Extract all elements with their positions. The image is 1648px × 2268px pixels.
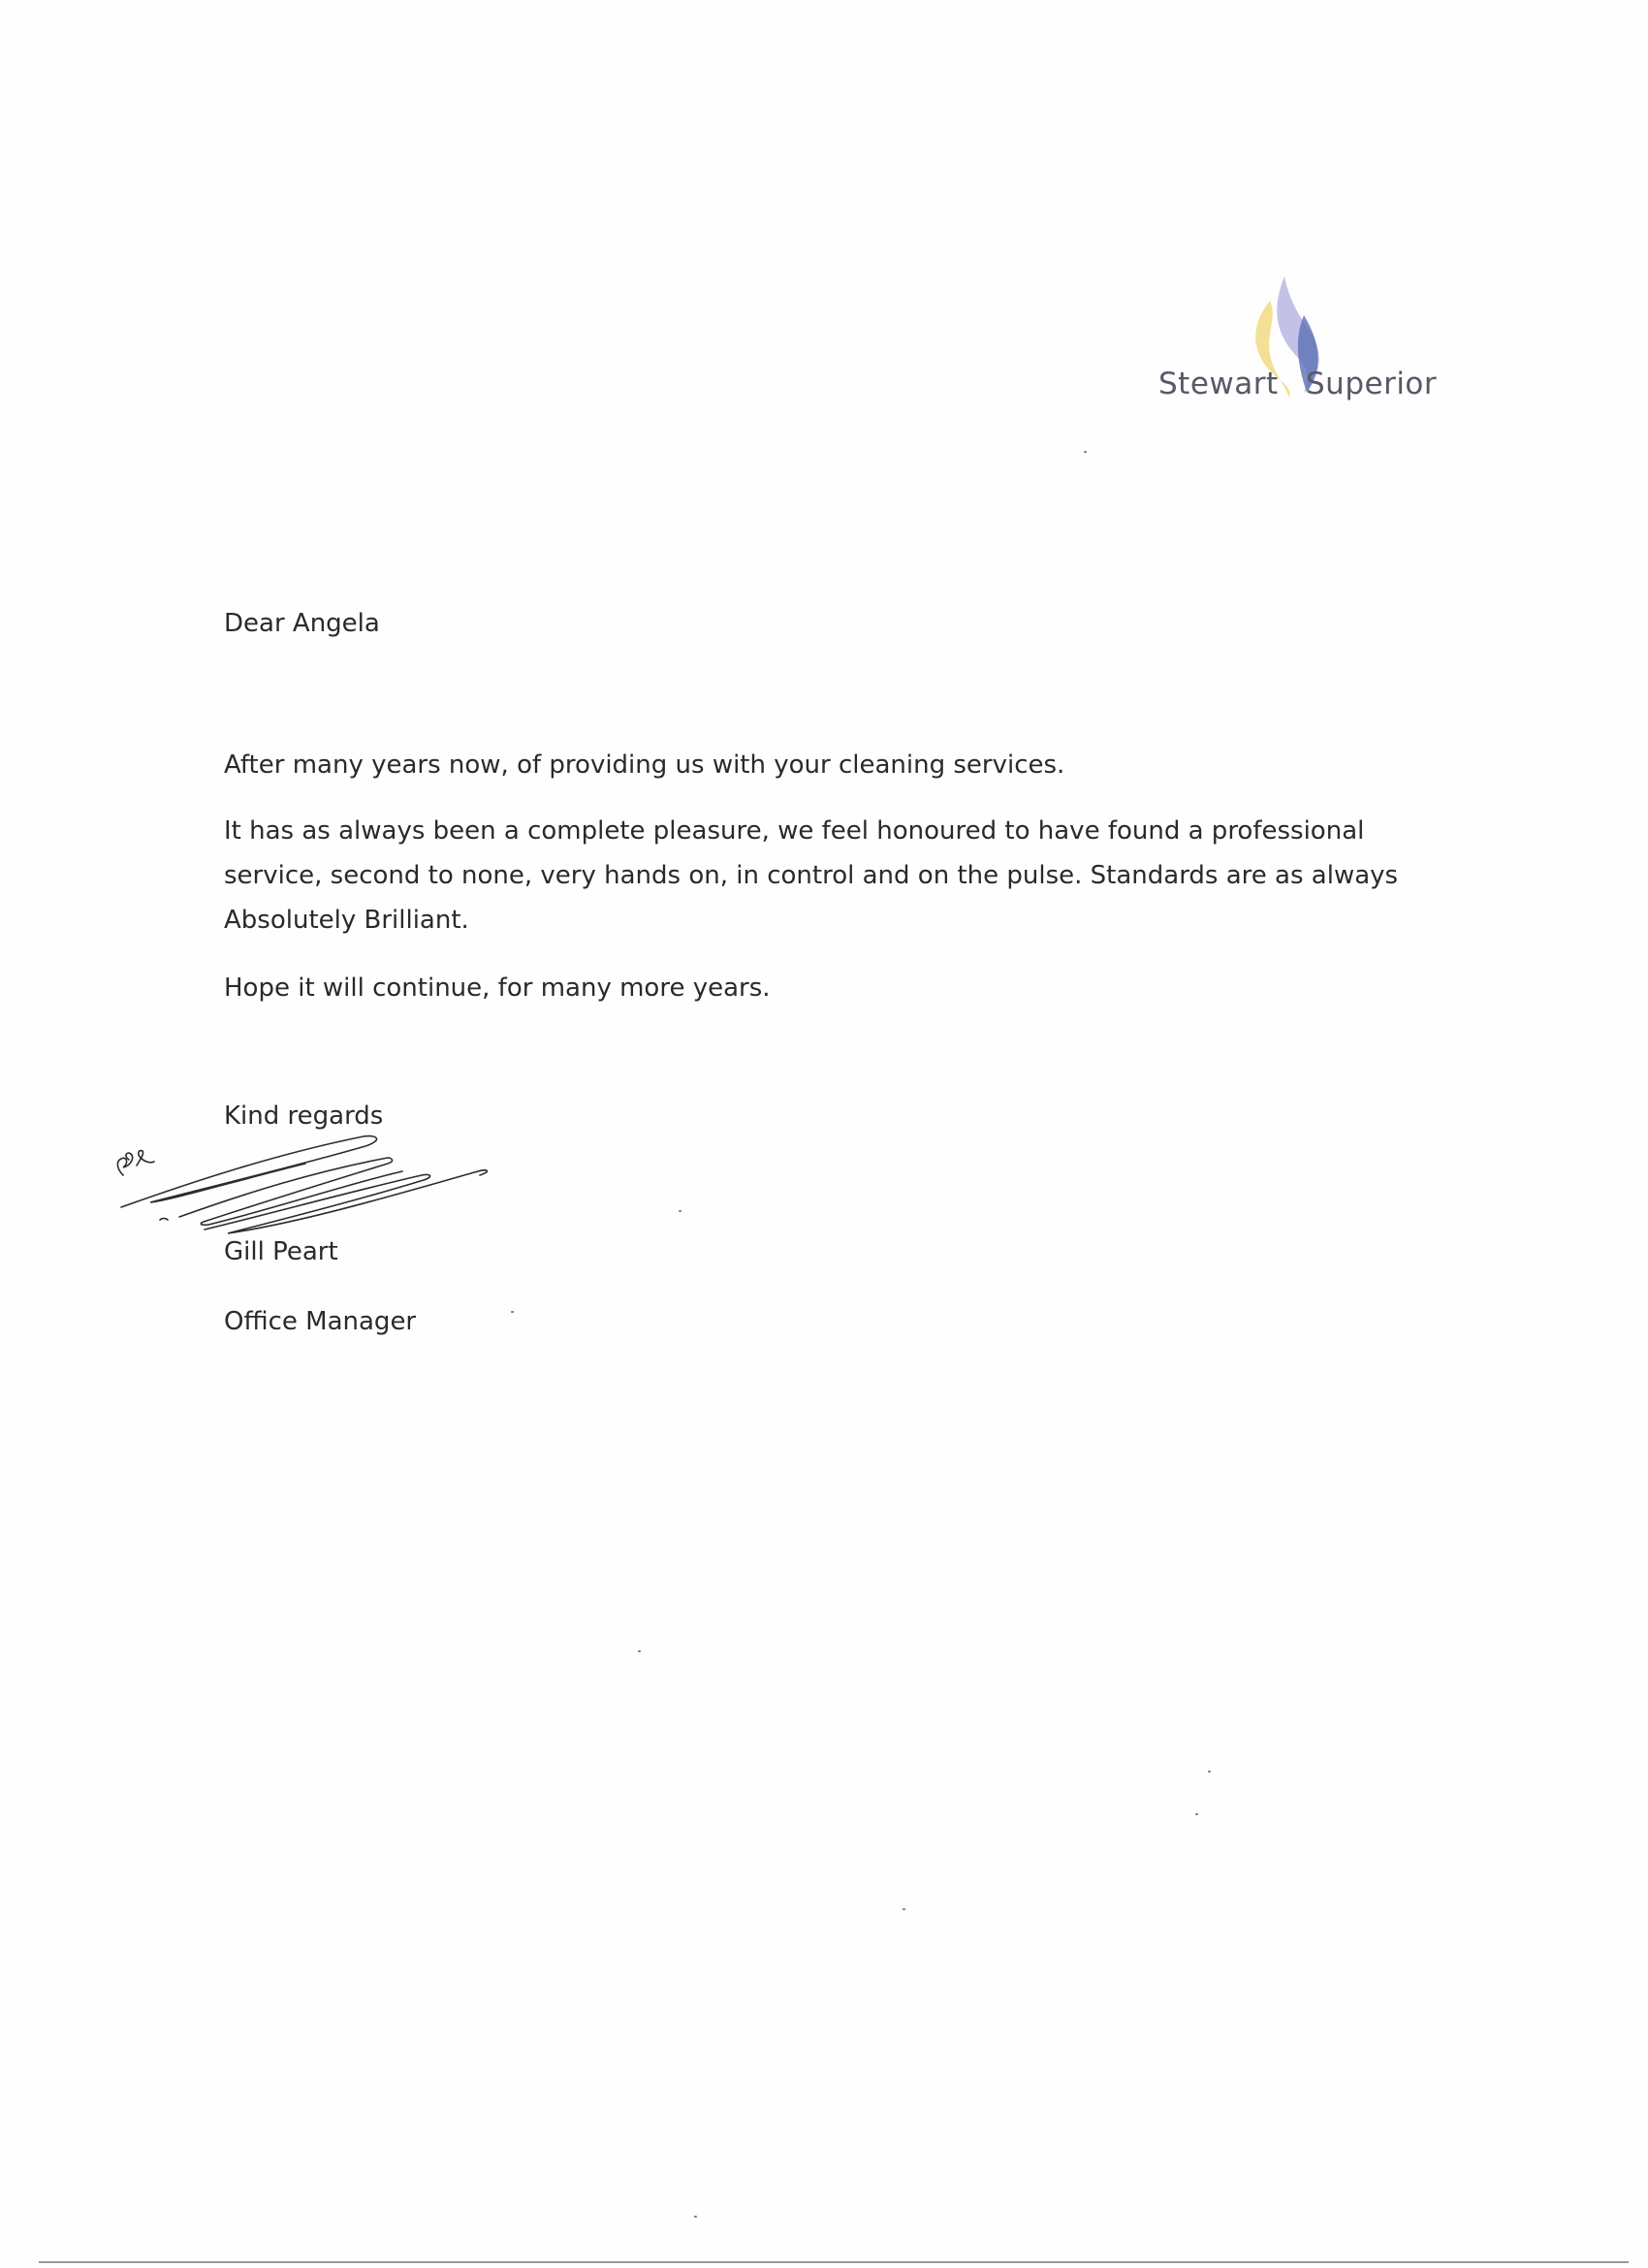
scan-speck [1208, 1771, 1211, 1773]
signer-name: Gill Peart [224, 1237, 338, 1266]
signer-role: Office Manager [224, 1307, 417, 1336]
handwritten-signature [111, 1115, 577, 1241]
scan-speck [694, 2216, 697, 2218]
scan-speck [679, 1210, 681, 1212]
logo-word-stewart: Stewart [1158, 367, 1279, 401]
closing: Kind regards [224, 1102, 384, 1131]
body-paragraph-1: After many years now, of providing us with your cleaning services. [224, 751, 1065, 780]
salutation: Dear Angela [224, 609, 380, 638]
scan-speck [903, 1908, 905, 1910]
scan-speck [1084, 451, 1087, 453]
body-paragraph-2: It has as always been a complete pleasure, we feel honoured to have found a professional service, second to none, very hands on, in control and on the pulse. Standards are as always Absolutely Brilliant. [224, 816, 1399, 935]
scan-speck [511, 1311, 514, 1313]
logo-word-superior: Superior [1306, 367, 1438, 401]
company-logo [1154, 272, 1444, 417]
scan-speck [638, 1650, 641, 1652]
scan-speck [1195, 1813, 1198, 1815]
scan-edge-line [39, 2261, 1629, 2263]
body-paragraph-3: Hope it will continue, for many more years. [224, 974, 771, 1003]
